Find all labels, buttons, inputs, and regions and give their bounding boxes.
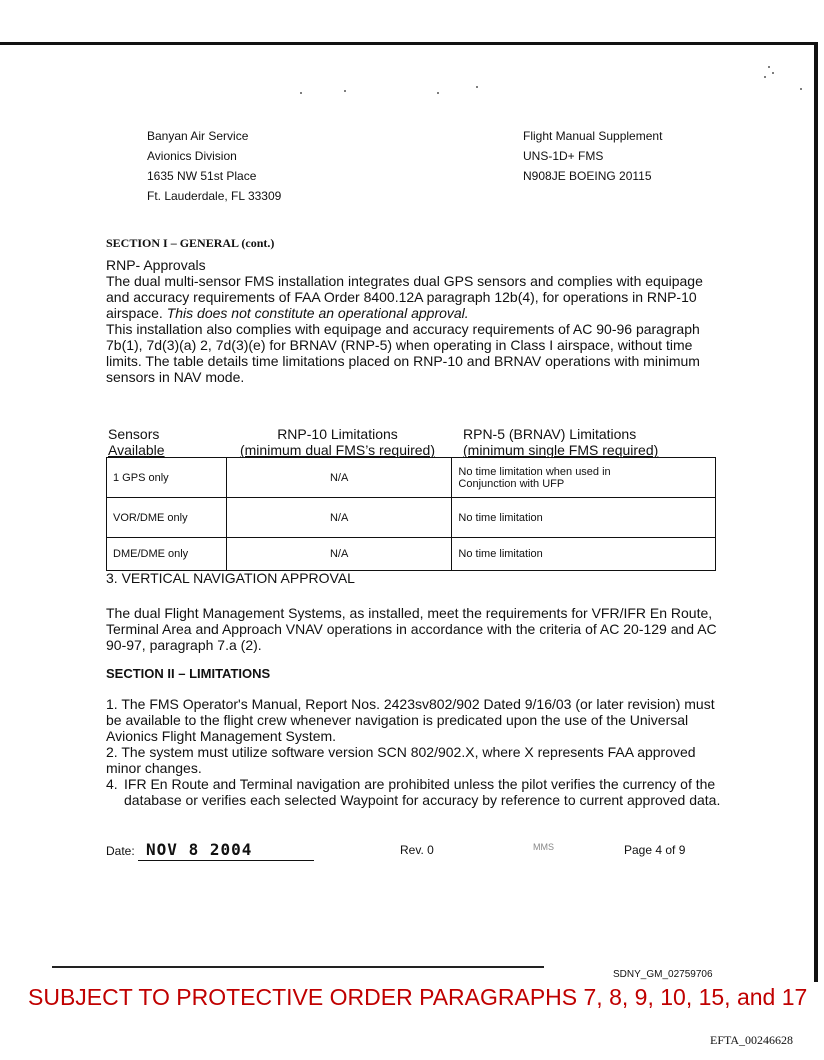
vnav-heading: 3. VERTICAL NAVIGATION APPROVAL [106,570,355,586]
header-city: Ft. Lauderdale, FL 33309 [147,189,282,203]
table-cell-rnp10: N/A [226,498,452,538]
bates-number: SDNY_GM_02759706 [613,969,713,980]
rnp-approvals-subheading: RNP- Approvals [106,257,206,273]
scan-speck [476,86,478,88]
protective-order-banner: SUBJECT TO PROTECTIVE ORDER PARAGRAPHS 7, 8, 9, 10, 15, and 17 [28,984,808,1010]
header-aircraft: N908JE BOEING 20115 [523,169,652,183]
operational-approval-disclaimer: This does not constitute an operational approval. [166,305,469,321]
col-header-sensors: Sensors Available [108,426,165,458]
header-company: Banyan Air Service [147,129,249,143]
header-fms-model: UNS-1D+ FMS [523,149,604,163]
footer-stamp: MMS [533,842,554,852]
rnp-limitations-table [106,457,716,571]
scan-speck [764,76,766,78]
table-cell-rnp5: No time limitation [452,498,716,538]
table-cell-sensor: DME/DME only [107,538,227,571]
section1-heading: SECTION I – GENERAL (cont.) [106,236,275,250]
footer-revision: Rev. 0 [400,843,434,857]
col-header-rnp10: RNP-10 Limitations (minimum dual FMS’s required) [239,426,435,458]
limitation-item-2: 2. The system must utilize software version SCN 802/902.X, where X represents FAA approved minor changes. [106,744,696,776]
header-document-info [523,126,662,186]
scan-speck [344,90,346,92]
scan-speck [300,92,302,94]
table-cell-sensor: VOR/DME only [107,498,227,538]
vnav-paragraph: The dual Flight Management Systems, as installed, meet the requirements for VFR/IFR En Route, Terminal Area and Approach VNAV operations in accordance with the criteria of AC 20-129 and AC 90-97, paragraph 7.a (2). [106,605,717,653]
table-row [107,458,716,498]
limitations-list [106,696,726,808]
header-address [147,126,281,206]
footer-date [106,840,314,861]
scan-speck [768,66,770,68]
brnav-paragraph: This installation also complies with equipage and accuracy requirements of AC 90-96 paragraph 7b(1), 7d(3)(a) 2, 7d(3)(e) for BRNAV (RNP-5) when operating in Class I airspace, without time limits. The table details time limitations placed on RNP-10 and BRNAV operations with minimum sensors in NAV mode. [106,321,700,385]
limitation-item-4: 4. IFR En Route and Terminal navigation are prohibited unless the pilot verifies the currency of the database or verifies each selected Waypoint for accuracy by reference to current approved data. [106,776,721,808]
section2-heading: SECTION II – LIMITATIONS [106,666,271,681]
scan-speck [772,72,774,74]
scan-bottom-rule [52,966,544,968]
scan-top-border [0,42,818,45]
footer-page-number: Page 4 of 9 [624,843,686,857]
table-row [107,538,716,571]
header-division: Avionics Division [147,149,237,163]
header-doc-title: Flight Manual Supplement [523,129,663,143]
table-cell-sensor: 1 GPS only [107,458,227,498]
date-value: NOV 8 2004 [138,840,314,861]
table-cell-rnp10: N/A [226,458,452,498]
table-row [107,498,716,538]
scan-speck [437,92,439,94]
efta-number: EFTA_00246628 [710,1033,794,1047]
rnp-approvals-paragraph: The dual multi-sensor FMS installation integrates dual GPS sensors and complies with equipage and accuracy requirements of FAA Order 8400.12A paragraph 12b(4), for operations in RNP-10 airspace. This does not constitute an operational approval. [106,273,703,321]
table-cell-rnp5: No time limitation when used in Conjunction with UFP [452,458,716,498]
header-street: 1635 NW 51st Place [147,169,257,183]
col-header-rnp5: RPN-5 (BRNAV) Limitations (minimum single FMS required) [463,426,659,458]
table-cell-rnp5: No time limitation [452,538,716,571]
date-label: Date: [106,844,135,858]
section1-body [106,257,726,385]
scan-right-border [814,42,818,982]
table-cell-rnp10: N/A [226,538,452,571]
scan-speck [800,88,802,90]
limitation-item-1: 1. The FMS Operator's Manual, Report Nos. 2423sv802/902 Dated 9/16/03 (or later revision) must be available to the flight crew whenever navigation is predicated upon the use of the Universal Avionics Flight Management System. [106,696,715,744]
